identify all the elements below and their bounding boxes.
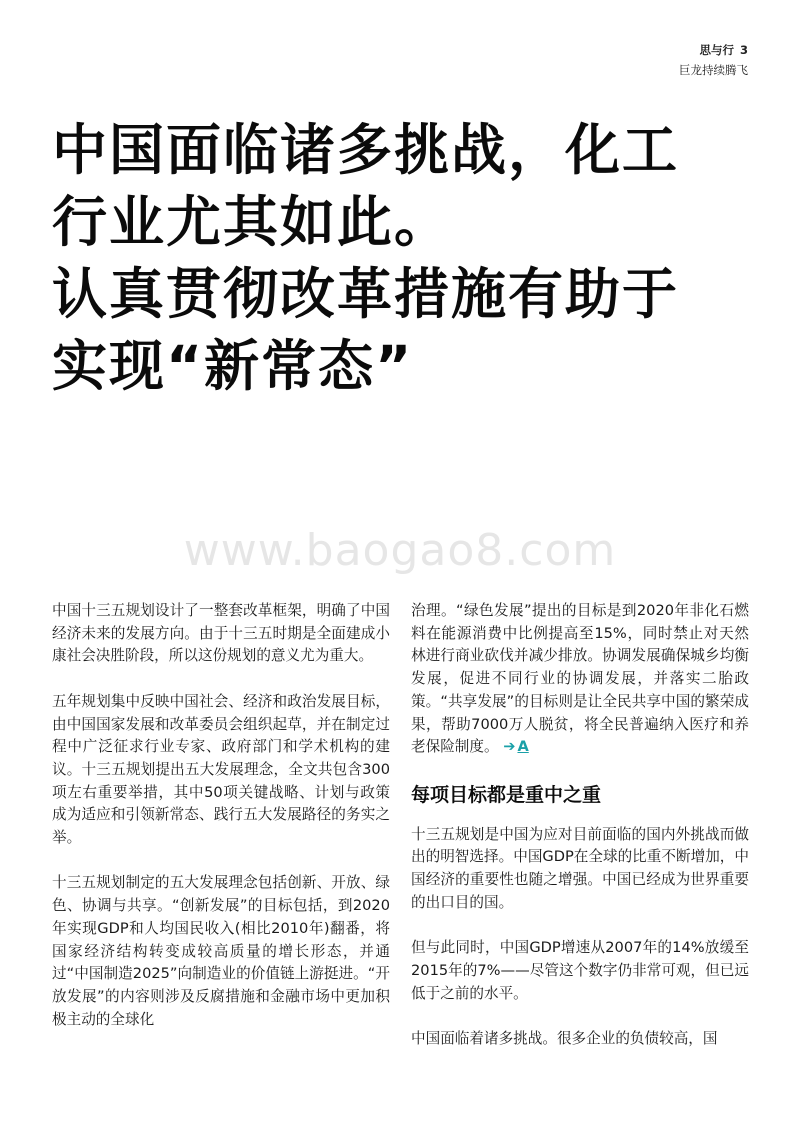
section-heading: 每项目标都是重中之重 bbox=[411, 783, 602, 806]
body-paragraph: 十三五规划制定的五大发展理念包括创新、开放、绿色、协调与共享。“创新发展”的目标包括，到2020年实现GDP和人均国民收入(相比2010年)翻番，将国家经济结构转变成较高质量的增长形态，并通过“中国制造2025”向制造业的价值链上游挺进。“开放发展”的内容则涉及反腐措施和金融市场中更加积极主动的全球化 bbox=[52, 874, 390, 1028]
body-paragraph: 中国面临着诸多挑战。很多企业的负债较高，国 bbox=[411, 1029, 718, 1047]
title-line: 实现“新常态” bbox=[52, 334, 414, 398]
body-paragraph bbox=[411, 600, 749, 759]
body-paragraph: 但与此同时，中国GDP增速从2007年的14%放缓至2015年的7%——尽管这个数字仍非常可观，但已远低于之前的水平。 bbox=[411, 939, 749, 1002]
title-line: 行业尤其如此。 bbox=[52, 190, 452, 254]
section-name: 思与行 bbox=[699, 43, 734, 57]
arrow-right-icon: ➔ bbox=[503, 738, 516, 756]
page-number: 3 bbox=[739, 43, 748, 57]
body-paragraph: 十三五规划是中国为应对目前面临的国内外挑战而做出的明智选择。中国GDP在全球的比重不断增加，中国经济的重要性也随之增强。中国已经成为世界重要的出口目的国。 bbox=[411, 825, 749, 911]
title-line: 中国面临诸多挑战，化工 bbox=[52, 118, 680, 182]
page-header bbox=[679, 40, 748, 80]
right-column bbox=[411, 600, 749, 1073]
watermark: www.baogao8.com bbox=[183, 525, 617, 576]
page-title bbox=[52, 114, 762, 402]
body-paragraph: 中国十三五规划设计了一整套改革框架，明确了中国经济未来的发展方向。由于十三五时期是全面建成小康社会决胜阶段，所以这份规划的意义尤为重大。 bbox=[52, 602, 390, 665]
paragraph-text: 治理。“绿色发展”提出的目标是到2020年非化石燃料在能源消费中比例提高至15%，同时禁止对天然林进行商业砍伐并减少排放。协调发展确保城乡均衡发展，促进不同行业的协调发展，并落实二胎政策。“共享发展”的目标则是让全民共享中国的繁荣成果，帮助7000万人脱贫，将全民普遍纳入医疗和养老保险制度。 bbox=[411, 602, 749, 756]
left-column bbox=[52, 600, 390, 1054]
reference-link[interactable] bbox=[503, 738, 529, 755]
reference-label: A bbox=[517, 738, 529, 756]
body-paragraph: 五年规划集中反映中国社会、经济和政治发展目标，由中国国家发展和改革委员会组织起草，并在制定过程中广泛征求行业专家、政府部门和学术机构的建议。十三五规划提出五大发展理念，全文共包含300项左右重要举措，其中50项关键战略、计划与政策成为适应和引领新常态、践行五大发展路径的务实之举。 bbox=[52, 692, 390, 847]
header-subtitle: 巨龙持续腾飞 bbox=[679, 63, 748, 77]
header-top-line bbox=[679, 40, 748, 60]
title-line: 认真贯彻改革措施有助于 bbox=[52, 262, 680, 326]
